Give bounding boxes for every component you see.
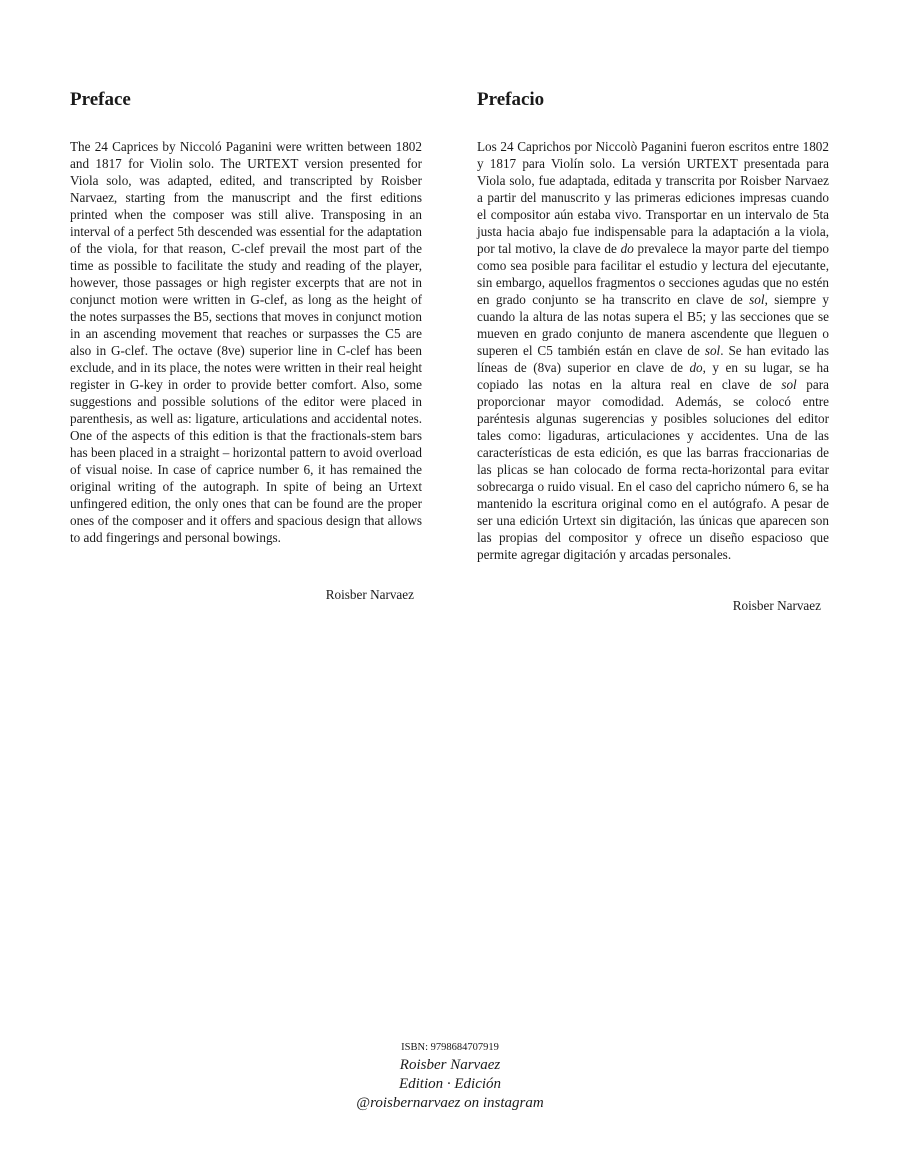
- prefacio-clef-term: do: [689, 360, 703, 375]
- prefacio-signature: Roisber Narvaez: [732, 598, 821, 613]
- publication-footer: [0, 1040, 900, 1113]
- preface-title: Preface: [70, 89, 131, 110]
- preface-spanish: [477, 88, 829, 614]
- prefacio-title: Prefacio: [477, 89, 545, 110]
- prefacio-text: prevalece la mayor parte del tiempo como sea posible para facilitar el estudio y lectura del ejecutante, sin embargo, aquellos fragmentos o secciones agudas que no estén en grado conjunto se ha transcrito en clave de: [477, 241, 829, 307]
- prefacio-body: [477, 138, 829, 563]
- prefacio-clef-term: sol: [781, 377, 797, 392]
- prefacio-clef-term: do: [620, 241, 634, 256]
- edition-label: Edition · Edición: [398, 1076, 502, 1092]
- instagram-handle: @roisbernarvaez on instagram: [356, 1095, 544, 1111]
- isbn-number: ISBN: 9798684707919: [401, 1042, 499, 1053]
- preface-body: The 24 Caprices by Niccoló Paganini were written between 1802 and 1817 for Violin solo. The URTEXT version presented for Viola solo, was adapted, edited, and transcripted by Roisber Narvaez, starting from the manuscript and the first editions printed when the composer was still alive. Transposing in an interval of a perfect 5th descended was essential for the adaptation of the viola, for that reason, C-clef prevail the most part of the time as possible to facilitate the study and reading of the player, however, those passages or high register excerpts that are not in conjunct motion were written in G-clef, as long as the height of the notes surpasses the B5, sections that moves in conjunct motion in an ascending movement that reaches or surpasses the C5 are also in G-clef. The octave (8ve) superior line in C-clef has been exclude, and in its place, the notes were written in their real height register in G-key in order to provide better comfort. Also, some suggestions and possible solutions of the editor were placed in parenthesis, as well as: ligature, articulations and accidental notes. One of the aspects of this edition is that the fractionals-stem bars has been placed in a straight – horizontal pattern to avoid overload of visual noise. In case of caprice number 6, it has remained the original writing of the autograph. In spite of being an Urtext unfingered edition, the only ones that can be found are the proper ones of the composer and it offers and spacious design that allows to add fingerings and personal bowings.: [70, 139, 422, 545]
- prefacio-text: , y en su lugar, se ha copiado las notas en la altura real en clave de: [477, 360, 829, 392]
- prefacio-text: Los 24 Caprichos por Niccolò Paganini fueron escritos entre 1802 y 1817 para Violín solo. La versión URTEXT presentada para Viola solo, fue adaptada, editada y transcrita por Roisber Narvaez a partir del manuscrito y las primeras ediciones impresas cuando el compositor aún estaba vivo. Transportar en un intervalo de 5ta justa hacia abajo fue indispensable para la adaptación a la viola, por tal motivo, la clave de: [477, 139, 829, 256]
- publisher-name: Roisber Narvaez: [399, 1057, 501, 1073]
- prefacio-text: para proporcionar mayor comodidad. Además, se colocó entre paréntesis algunas sugerencias y posibles soluciones del editor tales como: ligaduras, articulaciones y accidentes. Una de las características de esta edición, es que las barras fraccionarias de las plicas se han colocado de forma recta-horizontal para evitar sobrecarga o ruido visual. En el caso del capricho número 6, se ha mantenido la escritura original como en el autógrafo. A pesar de ser una edición Urtext sin digitación, las únicas que aparecen son las propias del compositor y ofrece un diseño espacioso que permite agregar digitación y arcadas personales.: [477, 377, 829, 562]
- preface-english: [70, 88, 422, 603]
- preface-signature: Roisber Narvaez: [325, 587, 414, 602]
- prefacio-clef-term: sol: [704, 343, 721, 358]
- prefacio-clef-term: sol: [749, 292, 765, 307]
- prefacio-text: , siempre y cuando la altura de las notas supera el B5; y las secciones que se mueven en grado conjunto de manera ascendente que lleguen o superen el C5 también están en clave de: [477, 292, 829, 358]
- prefacio-text: . Se han evitado las líneas de (8va) superior en clave de: [477, 343, 829, 375]
